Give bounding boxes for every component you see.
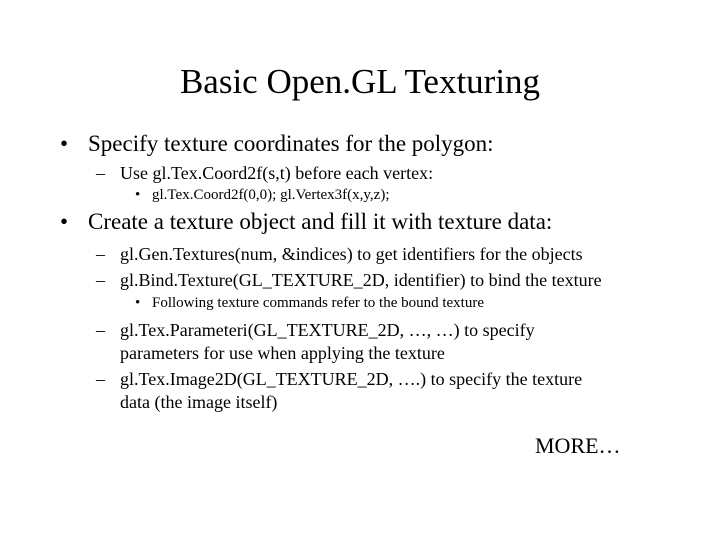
level3-bullet: • — [135, 187, 141, 203]
subitem-texcoord-before-vertex: Use gl.Tex.Coord2f(s,t) before each vertex: — [120, 163, 434, 183]
note-bound-texture: Following texture commands refer to the bound texture — [152, 295, 484, 311]
level3-bullet: • — [135, 295, 141, 311]
subitem-gen-textures: gl.Gen.Textures(num, &indices) to get identifiers for the objects — [120, 244, 583, 264]
level2-dash: – — [96, 320, 105, 340]
slide-title: Basic Open.GL Texturing — [179, 62, 541, 101]
level1-bullet: • — [60, 131, 69, 156]
subitem-tex-parameteri: gl.Tex.Parameteri(GL_TEXTURE_2D, …, …) to specify — [120, 320, 535, 340]
subitem-bind-texture: gl.Bind.Texture(GL_TEXTURE_2D, identifier) to bind the texture — [120, 270, 602, 290]
level2-dash: – — [96, 369, 105, 389]
bullet-create-texture-object: Create a texture object and fill it with texture data: — [88, 209, 553, 234]
subitem-tex-parameteri-continued: parameters for use when applying the texture — [120, 343, 445, 363]
subitem-tex-image2d-continued: data (the image itself) — [120, 392, 278, 412]
bullet-texture-coordinates: Specify texture coordinates for the polygon: — [88, 131, 494, 156]
level2-dash: – — [96, 270, 105, 290]
more-label: MORE… — [535, 433, 621, 458]
subitem-tex-image2d: gl.Tex.Image2D(GL_TEXTURE_2D, ….) to specify the texture — [120, 369, 583, 389]
level2-dash: – — [96, 244, 105, 264]
level1-bullet: • — [60, 209, 69, 234]
code-texcoord-vertex: gl.Tex.Coord2f(0,0); gl.Vertex3f(x,y,z); — [152, 187, 390, 203]
level2-dash: – — [96, 163, 105, 183]
